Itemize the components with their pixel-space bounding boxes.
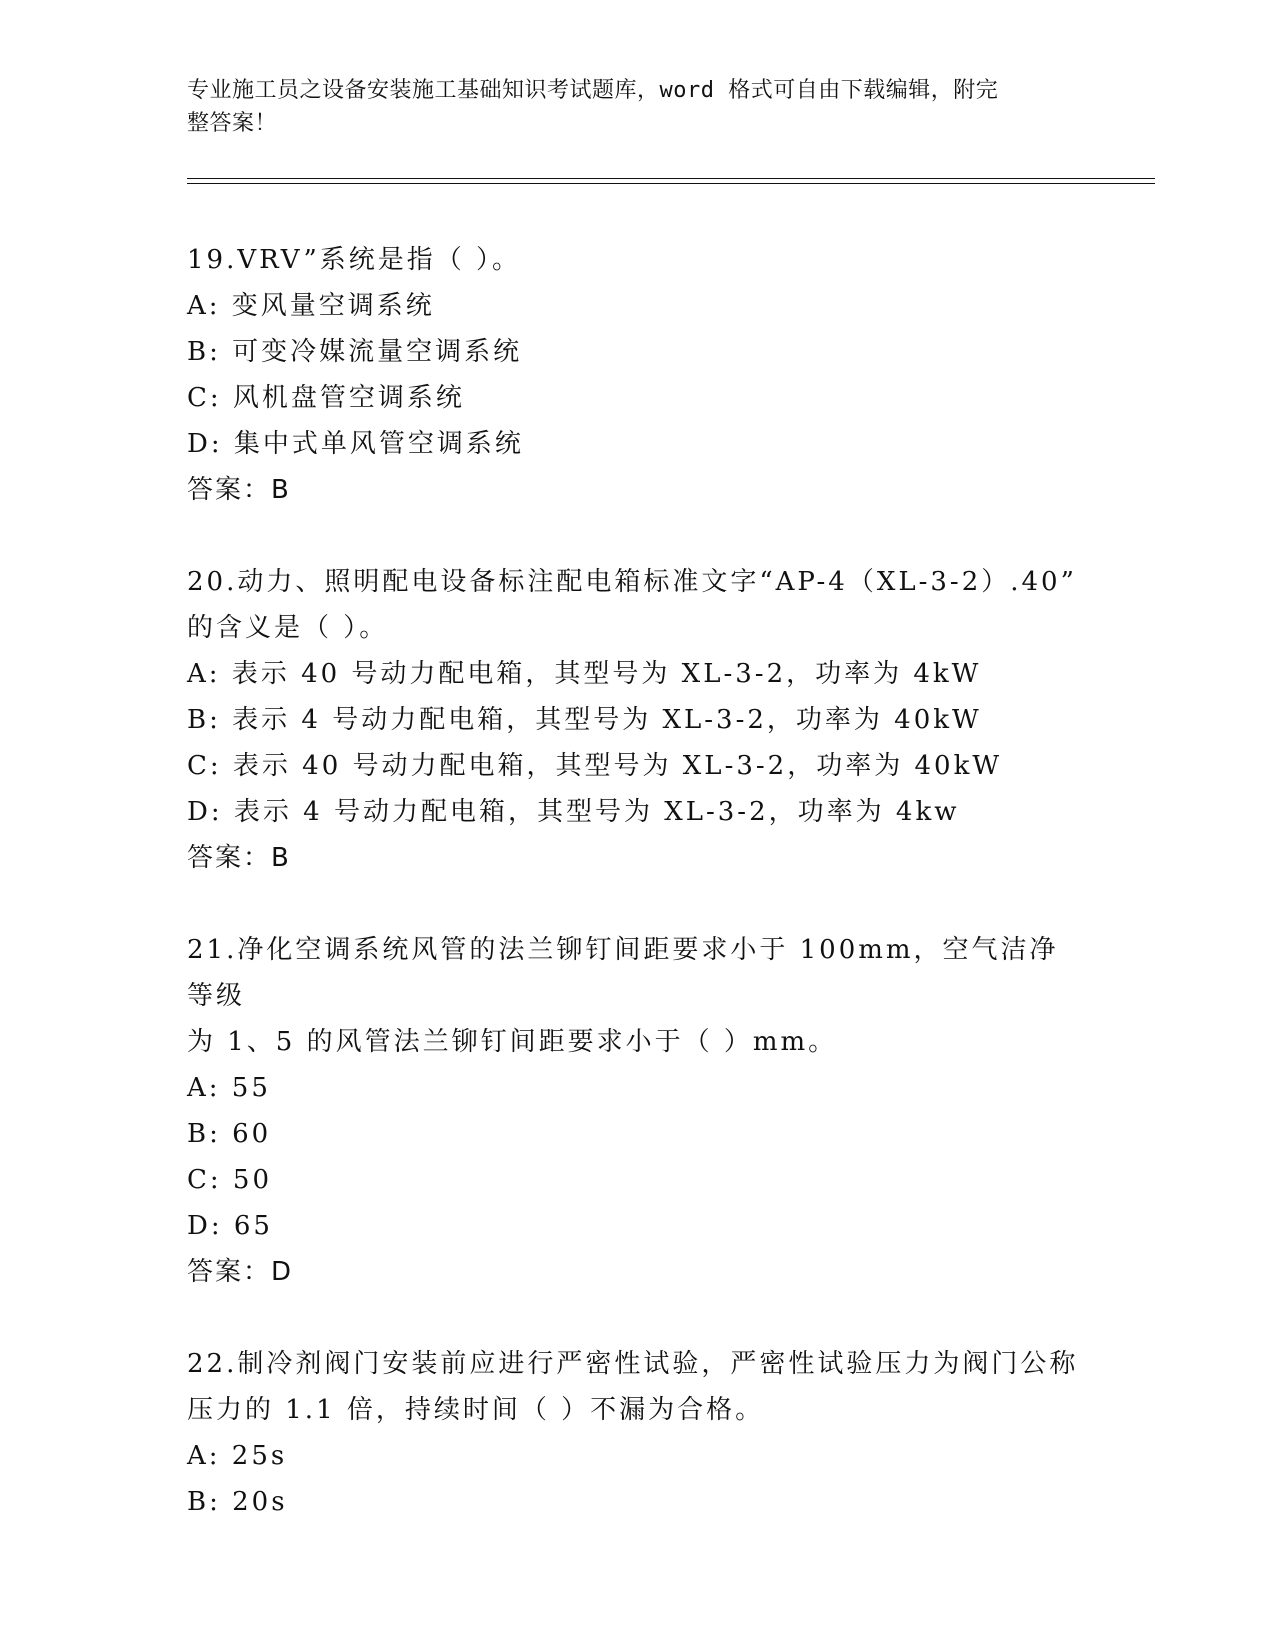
question-list: [187, 237, 1087, 1571]
header-line-2: 整答案！: [187, 111, 278, 136]
option-a: A: 表示 40 号动力配电箱，其型号为 XL-3-2，功率为 4kW: [187, 659, 982, 689]
option-b: B: 表示 4 号动力配电箱，其型号为 XL-3-2，功率为 40kW: [187, 705, 982, 735]
option-b: B: 20s: [187, 1487, 288, 1517]
option-c: C: 表示 40 号动力配电箱，其型号为 XL-3-2，功率为 40kW: [187, 751, 1003, 781]
question-22: [187, 1341, 1087, 1525]
option-c: C: 50: [187, 1165, 273, 1195]
question-stem: [187, 1341, 1087, 1433]
answer-label: 答案：B: [187, 843, 291, 873]
stem-line: 压力的 1.1 倍，持续时间（ ）不漏为合格。: [187, 1395, 765, 1425]
question-21: [187, 927, 1087, 1295]
answer-label: 答案：D: [187, 1257, 294, 1287]
stem-line: 19.VRV”系统是指（ ）。: [187, 245, 522, 275]
question-20: [187, 559, 1087, 881]
stem-line: 22.制冷剂阀门安装前应进行严密性试验，严密性试验压力为阀门公称: [187, 1349, 1079, 1379]
option-a: A: 55: [187, 1073, 271, 1103]
stem-line: 21.净化空调系统风管的法兰铆钉间距要求小于 100mm，空气洁净等级: [187, 935, 1059, 1011]
stem-line: 为 1、5 的风管法兰铆钉间距要求小于（ ）mm。: [187, 1027, 838, 1057]
document-header: [187, 74, 1087, 140]
header-rule-top: [187, 178, 1155, 179]
option-c: C: 风机盘管空调系统: [187, 383, 465, 413]
option-d: D: 65: [187, 1211, 273, 1241]
header-line-1: 专业施工员之设备安装施工基础知识考试题库，word 格式可自由下载编辑，附完: [187, 78, 999, 103]
question-19: [187, 237, 1087, 513]
option-d: D: 集中式单风管空调系统: [187, 429, 524, 459]
stem-line: 的含义是（ ）。: [187, 613, 389, 643]
option-a: A: 变风量空调系统: [187, 291, 435, 321]
option-b: B: 60: [187, 1119, 272, 1149]
option-b: B: 可变冷媒流量空调系统: [187, 337, 523, 367]
option-d: D: 表示 4 号动力配电箱，其型号为 XL-3-2，功率为 4kw: [187, 797, 960, 827]
question-stem: [187, 559, 1087, 651]
question-stem: [187, 237, 1087, 283]
stem-line: 20.动力、照明配电设备标注配电箱标准文字“AP-4（XL-3-2）.40”: [187, 567, 1077, 597]
header-rule-bottom: [187, 183, 1155, 184]
answer-label: 答案：B: [187, 475, 291, 505]
question-stem: [187, 927, 1087, 1065]
option-a: A: 25s: [187, 1441, 288, 1471]
